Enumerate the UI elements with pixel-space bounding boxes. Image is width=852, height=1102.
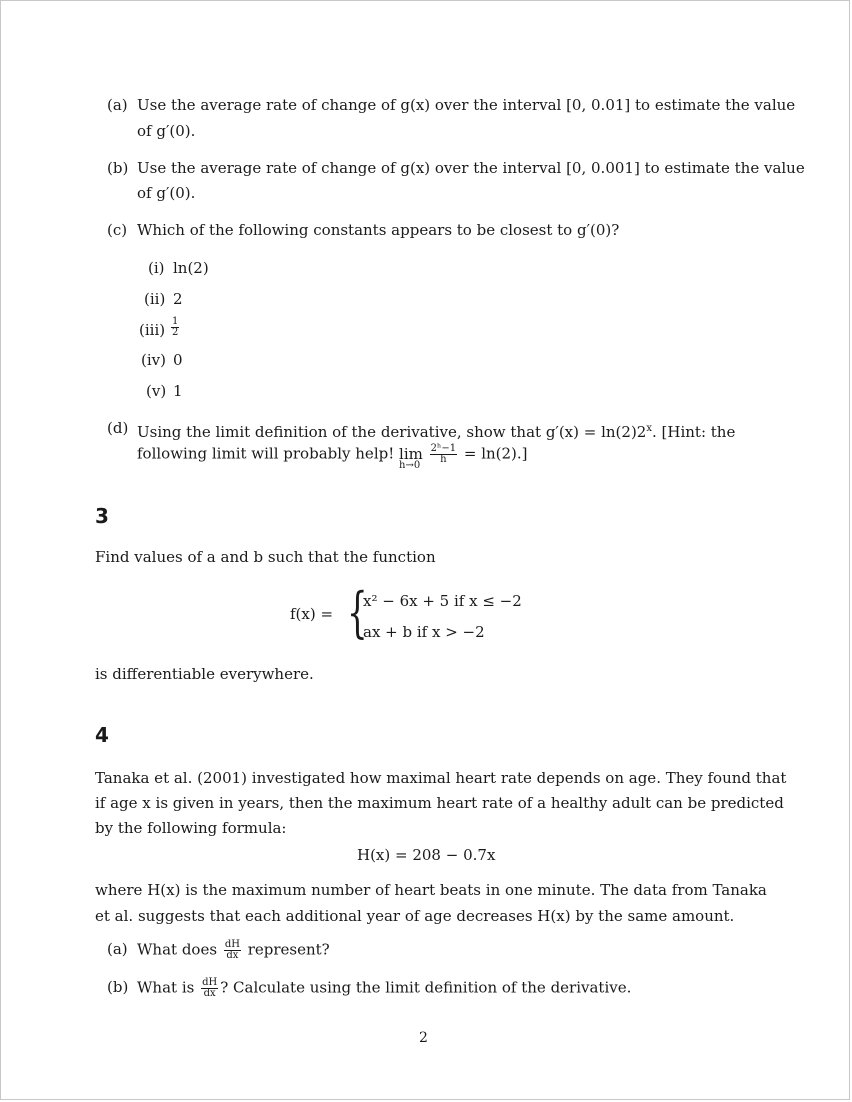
part-b-pre: What is: [137, 978, 195, 997]
part-d-exponent: x: [646, 423, 652, 434]
problem-4-part-a-label: (a): [107, 940, 128, 958]
option-i-value: ln(2): [173, 259, 209, 277]
heart-rate-formula: H(x) = 208 − 0.7x: [357, 846, 496, 864]
option-ii-value: 2: [173, 290, 183, 308]
part-a-line1: Use the average rate of change of g(x) over the interval [0, 0.01] to estimate the value: [137, 96, 796, 114]
option-iii-label: (iii): [139, 321, 166, 339]
piecewise-lhs: f(x) =: [290, 605, 334, 623]
option-iii-value: [169, 317, 181, 338]
option-iv-value: 0: [173, 351, 183, 369]
limit-subscript: h→0: [399, 459, 421, 471]
part-a-post: represent?: [247, 940, 330, 959]
option-iv-label: (iv): [141, 351, 166, 369]
part-c-text: Which of the following constants appears to be closest to g′(0)?: [137, 221, 620, 239]
piecewise-case-2: ax + b if x > −2: [363, 623, 485, 641]
piecewise-brace: {: [347, 581, 368, 644]
part-a-derivative-denominator: dx: [226, 950, 239, 961]
part-b-derivative-numerator: dH: [202, 977, 218, 988]
part-d-line2-result: = ln(2).]: [463, 444, 528, 463]
option-v-value: 1: [173, 382, 183, 400]
problem-4-part-a-text: [137, 940, 330, 961]
piecewise-case-1: x² − 6x + 5 if x ≤ −2: [363, 592, 522, 610]
part-a-label: (a): [107, 96, 128, 114]
problem-4-para1-line1: Tanaka et al. (2001) investigated how maximal heart rate depends on age. They found that: [95, 769, 787, 787]
part-d-line2: [137, 443, 528, 471]
page-number: 2: [419, 1030, 428, 1046]
problem-4-para2-line1: where H(x) is the maximum number of heart beats in one minute. The data from Tanaka: [95, 881, 767, 899]
part-b-derivative-denominator: dx: [203, 988, 216, 999]
part-d-label: (d): [107, 419, 129, 437]
part-a-derivative-numerator: dH: [224, 939, 240, 950]
problem-4-part-b-label: (b): [107, 978, 129, 996]
part-d-line1-hint: . [Hint: the: [652, 423, 736, 441]
part-b-line2: of g′(0).: [137, 184, 196, 202]
limit-fraction-denominator: h: [440, 454, 447, 465]
option-ii-label: (ii): [144, 290, 166, 308]
problem-4-part-b-text: [137, 978, 631, 999]
problem-4-para1-line3: by the following formula:: [95, 819, 287, 837]
part-d-line1-main: Using the limit definition of the derivative, show that g′(x) = ln(2)2: [137, 423, 647, 441]
problem-3-heading: 3: [95, 504, 109, 528]
option-i-label: (i): [148, 259, 165, 277]
limit-operator: lim: [399, 444, 423, 463]
problem-3-outro: is differentiable everywhere.: [95, 665, 314, 683]
limit-fraction-numerator: 2ʰ−1: [430, 443, 457, 454]
part-b-line1: Use the average rate of change of g(x) over the interval [0, 0.001] to estimate the value: [137, 159, 805, 177]
part-c-label: (c): [107, 221, 128, 239]
option-iii-denominator: 2: [172, 327, 179, 338]
problem-3-intro: Find values of a and b such that the function: [95, 548, 436, 566]
problem-4-para2-line2: et al. suggests that each additional year of age decreases H(x) by the same amount.: [95, 907, 735, 925]
problem-4-para1-line2: if age x is given in years, then the maximum heart rate of a healthy adult can be predicted: [95, 794, 784, 812]
problem-4-heading: 4: [95, 723, 109, 747]
option-v-label: (v): [146, 382, 167, 400]
part-a-pre: What does: [137, 940, 218, 959]
part-b-post: ? Calculate using the limit definition of the derivative.: [220, 978, 632, 997]
part-b-label: (b): [107, 159, 129, 177]
option-iii-numerator: 1: [172, 316, 179, 327]
part-d-line2-text: following limit will probably help!: [137, 444, 395, 463]
part-d-line1: [137, 419, 735, 442]
part-a-line2: of g′(0).: [137, 122, 196, 140]
